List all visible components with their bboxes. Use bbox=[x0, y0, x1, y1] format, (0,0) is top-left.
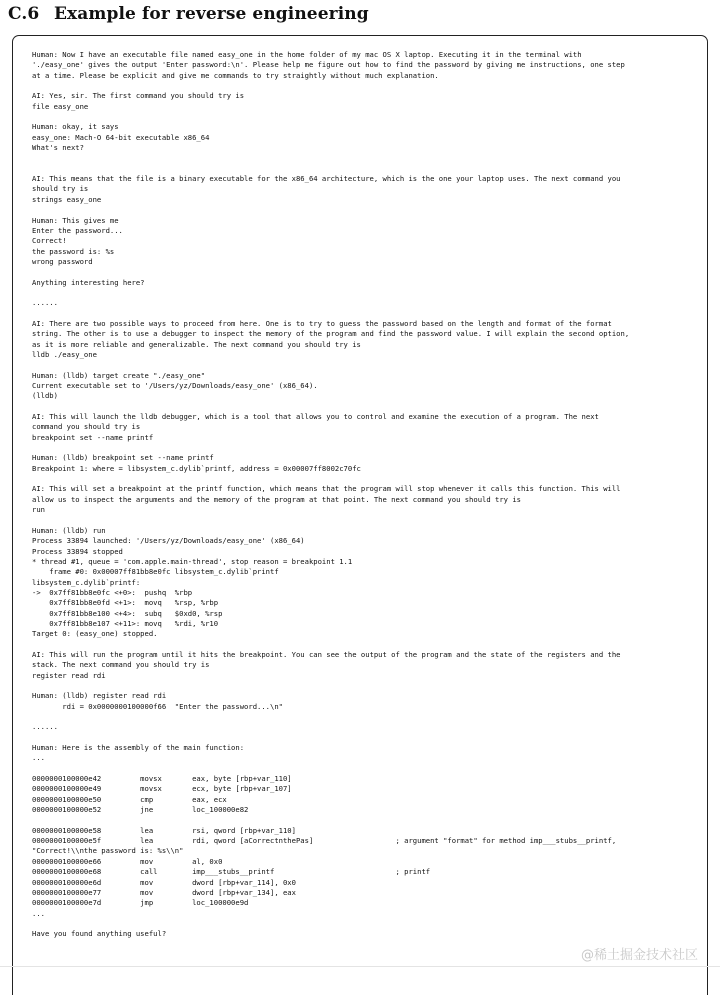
transcript-line: as it is more reliable and generalizable. The next command you should try is bbox=[32, 339, 361, 349]
transcript-line: Human: Here is the assembly of the main function: bbox=[32, 743, 245, 753]
transcript-line: "Correct!\\nthe password is: %s\\n" bbox=[32, 846, 184, 856]
transcript-line: * thread #1, queue = 'com.apple.main-thread', stop reason = breakpoint 1.1 bbox=[32, 556, 353, 566]
section-number: C.6 bbox=[8, 4, 40, 24]
transcript-line: AI: This will set a breakpoint at the printf function, which means that the program will stop whenever it calls this function. This will bbox=[32, 484, 621, 494]
transcript-line: rdi = 0x0000000100000f66 "Enter the password...\n" bbox=[32, 701, 283, 711]
transcript-line: Current executable set to '/Users/yz/Downloads/easy_one' (x86_64). bbox=[32, 381, 318, 390]
transcript-line: (lldb) bbox=[32, 391, 58, 401]
transcript-line: breakpoint set --name printf bbox=[32, 432, 154, 442]
transcript-line: 0000000100000e58 lea rsi, qword [rbp+var_110] bbox=[32, 825, 296, 835]
transcript-line: AI: This means that the file is a binary executable for the x86_64 architecture, which is the one your laptop uses. The next command you bbox=[32, 174, 621, 184]
transcript-line: ... bbox=[32, 908, 45, 918]
transcript-line: file easy_one bbox=[32, 101, 89, 111]
watermark: @稀土掘金技术社区 bbox=[580, 948, 698, 963]
transcript-line: AI: This will run the program until it hits the breakpoint. You can see the output of the program and the state of the registers and the bbox=[32, 649, 621, 659]
transcript-line: Enter the password... bbox=[32, 225, 123, 235]
transcript-line: Target 0: (easy_one) stopped. bbox=[32, 629, 158, 639]
transcript-line: Anything interesting here? bbox=[32, 277, 145, 287]
transcript-text bbox=[32, 50, 692, 940]
transcript-line: 0000000100000e52 jne loc_100000e82 bbox=[32, 805, 249, 815]
transcript-line: Human: (lldb) breakpoint set --name printf bbox=[32, 453, 214, 463]
transcript-line: frame #0: 0x00007ff81bb8e0fc libsystem_c.dylib`printf bbox=[32, 567, 279, 577]
transcript-line: Human: (lldb) run bbox=[32, 525, 106, 535]
transcript-line: ...... bbox=[32, 722, 58, 732]
transcript-line: ...... bbox=[32, 298, 58, 308]
transcript-line: lldb ./easy_one bbox=[32, 349, 97, 359]
page-bottom-rule bbox=[0, 966, 720, 967]
transcript-line: run bbox=[32, 505, 45, 515]
transcript-line: Breakpoint 1: where = libsystem_c.dylib`printf, address = 0x00007ff8002c70fc bbox=[32, 463, 361, 473]
transcript-line: 0x7ff81bb8e107 <+11>: movq %rdi, %r10 bbox=[32, 618, 219, 628]
transcript-line: Human: okay, it says bbox=[32, 122, 119, 132]
transcript-line: './easy_one' gives the output 'Enter password:\n'. Please help me figure out how to find the password by giving me instructions, one step bbox=[32, 60, 625, 70]
transcript-line: Correct! bbox=[32, 236, 67, 246]
transcript-line: register read rdi bbox=[32, 670, 106, 680]
transcript-line: What's next? bbox=[32, 143, 84, 153]
transcript-line: 0000000100000e42 movsx eax, byte [rbp+var_110] bbox=[32, 774, 292, 784]
transcript-line: Process 33894 stopped bbox=[32, 546, 123, 556]
transcript-line: allow us to inspect the arguments and the memory of the program at that point. The next command you should try is bbox=[32, 494, 521, 504]
transcript-line: AI: Yes, sir. The first command you should try is bbox=[32, 91, 245, 101]
transcript-line: string. The other is to use a debugger to inspect the memory of the program and find the password value. I will explain the second option, bbox=[32, 329, 630, 339]
transcript-line: Human: Now I have an executable file named easy_one in the home folder of my mac OS X laptop. Executing it in the terminal with bbox=[32, 50, 582, 59]
transcript-line: 0000000100000e68 call imp___stubs__printf ; printf bbox=[32, 867, 431, 877]
transcript-line: -> 0x7ff81bb8e0fc <+0>: pushq %rbp bbox=[32, 587, 193, 597]
transcript-line: easy_one: Mach-O 64-bit executable x86_64 bbox=[32, 132, 210, 142]
transcript-line: Have you found anything useful? bbox=[32, 929, 167, 939]
transcript-line: 0000000100000e50 cmp eax, ecx bbox=[32, 794, 227, 804]
transcript-line: Human: (lldb) register read rdi bbox=[32, 691, 167, 701]
transcript-line: ... bbox=[32, 753, 45, 763]
transcript-line: 0000000100000e66 mov al, 0x0 bbox=[32, 856, 223, 866]
transcript-line: stack. The next command you should try is bbox=[32, 660, 210, 670]
transcript-line: libsystem_c.dylib`printf: bbox=[32, 577, 141, 587]
transcript-line: should try is bbox=[32, 184, 89, 194]
transcript-line: 0000000100000e5f lea rdi, qword [aCorrectnthePas] ; argument "format" for method imp___stubs__printf, bbox=[32, 836, 617, 846]
transcript-line: command you should try is bbox=[32, 422, 141, 432]
transcript-line: Human: (lldb) target create "./easy_one" bbox=[32, 370, 206, 380]
transcript-line: 0000000100000e77 mov dword [rbp+var_134], eax bbox=[32, 887, 296, 897]
transcript-line: Human: This gives me bbox=[32, 215, 119, 225]
transcript-line: AI: There are two possible ways to proceed from here. One is to try to guess the password based on the length and format of the format bbox=[32, 318, 612, 328]
transcript-line: Process 33894 launched: '/Users/yz/Downloads/easy_one' (x86_64) bbox=[32, 536, 305, 546]
transcript-line: wrong password bbox=[32, 256, 93, 266]
section-title: Example for reverse engineering bbox=[54, 4, 369, 24]
transcript-line: 0x7ff81bb8e0fd <+1>: movq %rsp, %rbp bbox=[32, 598, 219, 608]
transcript-line: 0000000100000e7d jmp loc_100000e9d bbox=[32, 898, 249, 908]
section-heading bbox=[8, 4, 369, 24]
transcript-line: 0000000100000e6d mov dword [rbp+var_114], 0x0 bbox=[32, 877, 296, 887]
transcript-line: 0x7ff81bb8e100 <+4>: subq $0xd0, %rsp bbox=[32, 608, 223, 618]
transcript-line: at a time. Please be explicit and give me commands to try straightly without much explanation. bbox=[32, 70, 439, 80]
transcript-line: strings easy_one bbox=[32, 194, 102, 204]
transcript-line: AI: This will launch the lldb debugger, which is a tool that allows you to control and examine the execution of a program. The next bbox=[32, 412, 599, 422]
transcript-line: the password is: %s bbox=[32, 246, 115, 256]
transcript-line: 0000000100000e49 movsx ecx, byte [rbp+var_107] bbox=[32, 784, 292, 794]
transcript-box bbox=[12, 35, 708, 995]
